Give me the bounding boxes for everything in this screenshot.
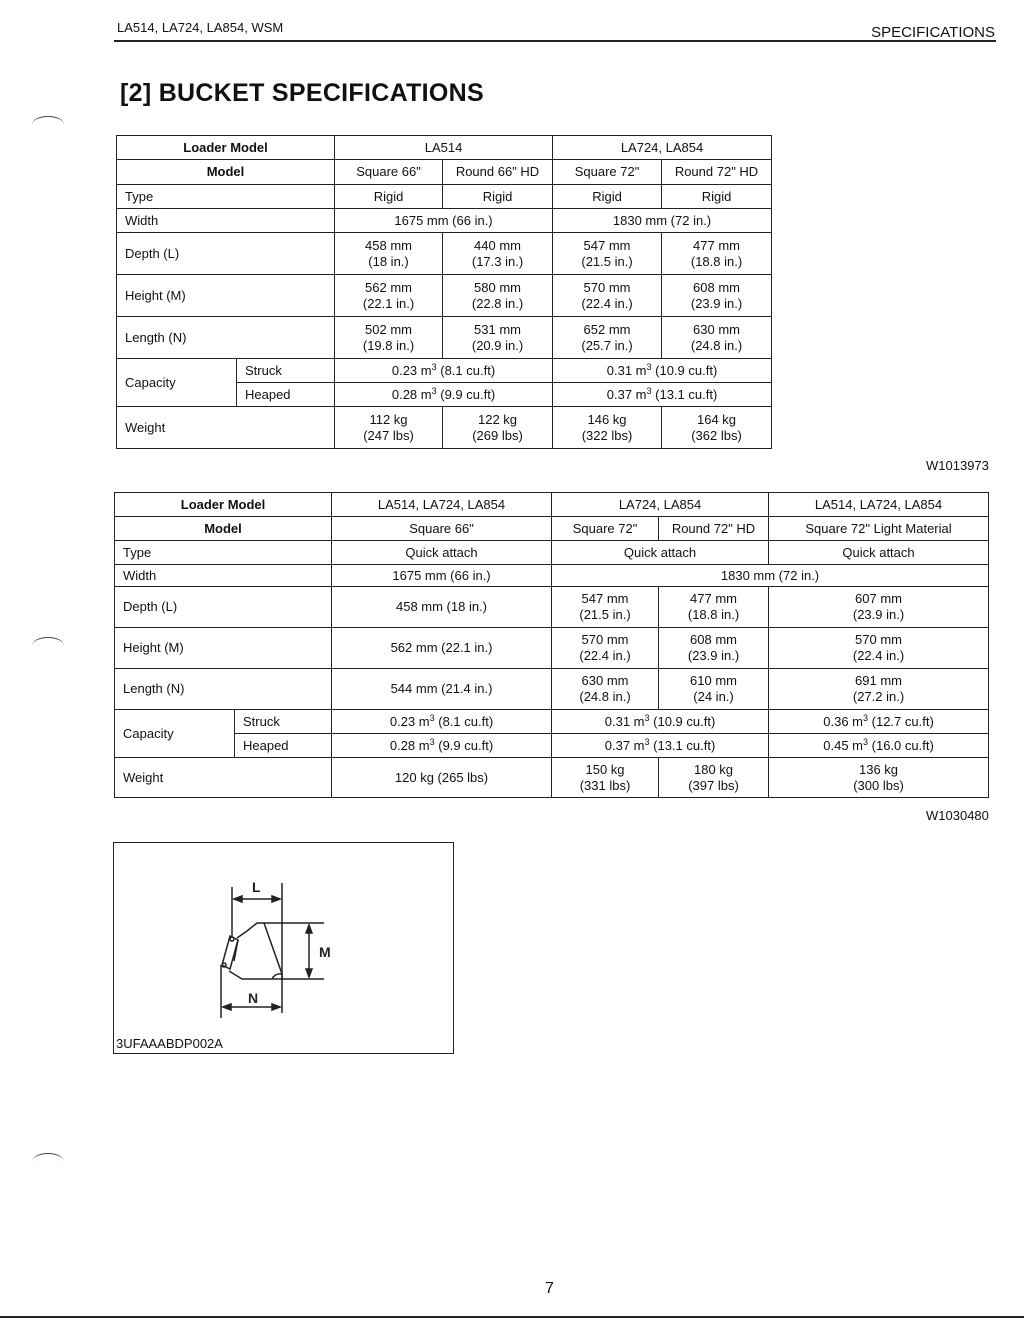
dimension-label-l: L	[252, 879, 261, 895]
weight-cell: 180 kg (397 lbs)	[659, 758, 769, 798]
width-cell: 1675 mm (66 in.)	[332, 565, 552, 587]
bucket-diagram-icon	[114, 843, 453, 1053]
model-header: Square 72" Light Material	[769, 517, 989, 541]
height-cell: 580 mm (22.8 in.)	[443, 275, 553, 317]
depth-cell: 477 mm (18.8 in.)	[659, 587, 769, 628]
row-label: Height (M)	[117, 275, 335, 317]
depth-cell: 477 mm (18.8 in.)	[662, 233, 772, 275]
capacity-cell: 0.37 $m^3$ (13.1 cu.ft)	[552, 734, 769, 758]
capacity-cell: 0.28 $m^3$ (9.9 cu.ft)	[332, 734, 552, 758]
height-cell: 562 mm (22.1 in.)	[335, 275, 443, 317]
length-cell: 610 mm (24 in.)	[659, 669, 769, 710]
type-cell: Quick attach	[332, 541, 552, 565]
row-label: Type	[115, 541, 332, 565]
width-cell: 1675 mm (66 in.)	[335, 209, 553, 233]
height-cell: 608 mm (23.9 in.)	[662, 275, 772, 317]
page-number: 7	[545, 1280, 554, 1297]
row-label: Width	[117, 209, 335, 233]
depth-cell: 607 mm (23.9 in.)	[769, 587, 989, 628]
model-header: Square 72"	[552, 517, 659, 541]
page-title: [2] BUCKET SPECIFICATIONS	[120, 79, 484, 107]
type-cell: Rigid	[662, 185, 772, 209]
model-header: Square 72"	[553, 160, 662, 185]
length-cell: 544 mm (21.4 in.)	[332, 669, 552, 710]
model-label: Model	[115, 517, 332, 541]
margin-mark	[32, 637, 64, 654]
row-label: Height (M)	[115, 628, 332, 669]
row-label: Length (N)	[117, 317, 335, 359]
weight-cell: 112 kg (247 lbs)	[335, 407, 443, 449]
type-cell: Quick attach	[769, 541, 989, 565]
header-left: LA514, LA724, LA854, WSM	[117, 20, 284, 35]
row-label: Depth (L)	[117, 233, 335, 275]
type-cell: Rigid	[335, 185, 443, 209]
row-label: Length (N)	[115, 669, 332, 710]
model-header: Square 66"	[335, 160, 443, 185]
capacity-cell: 0.31 $m^3$ (10.9 cu.ft)	[552, 710, 769, 734]
header-rule	[114, 40, 996, 42]
length-cell: 652 mm (25.7 in.)	[553, 317, 662, 359]
bucket-dimension-figure	[113, 842, 454, 1054]
weight-cell: 120 kg (265 lbs)	[332, 758, 552, 798]
loader-model-label: Loader Model	[117, 136, 335, 160]
margin-mark	[32, 1153, 64, 1170]
type-cell: Quick attach	[552, 541, 769, 565]
sub-row-label: Heaped	[235, 734, 332, 758]
model-header: Round 72" HD	[662, 160, 772, 185]
capacity-cell: 0.45 $m^3$ (16.0 cu.ft)	[769, 734, 989, 758]
width-cell: 1830 mm (72 in.)	[552, 565, 989, 587]
depth-cell: 458 mm (18 in.)	[335, 233, 443, 275]
depth-cell: 547 mm (21.5 in.)	[553, 233, 662, 275]
margin-mark	[32, 116, 64, 133]
capacity-cell: 0.23 $m^3$ (8.1 cu.ft)	[332, 710, 552, 734]
group-header: LA724, LA854	[553, 136, 772, 160]
row-label: Capacity	[115, 710, 235, 758]
model-label: Model	[117, 160, 335, 185]
sub-row-label: Struck	[235, 710, 332, 734]
height-cell: 570 mm (22.4 in.)	[769, 628, 989, 669]
height-cell: 570 mm (22.4 in.)	[553, 275, 662, 317]
width-cell: 1830 mm (72 in.)	[553, 209, 772, 233]
weight-cell: 136 kg (300 lbs)	[769, 758, 989, 798]
depth-cell: 547 mm (21.5 in.)	[552, 587, 659, 628]
weight-cell: 150 kg (331 lbs)	[552, 758, 659, 798]
length-cell: 531 mm (20.9 in.)	[443, 317, 553, 359]
table-code: W1013973	[926, 458, 989, 473]
length-cell: 502 mm (19.8 in.)	[335, 317, 443, 359]
weight-cell: 122 kg (269 lbs)	[443, 407, 553, 449]
model-header: Square 66"	[332, 517, 552, 541]
dimension-label-m: M	[319, 944, 331, 960]
group-header: LA514	[335, 136, 553, 160]
capacity-cell: 0.37 $m^3$ (13.1 cu.ft)	[553, 383, 772, 407]
capacity-cell: 0.31 $m^3$ (10.9 cu.ft)	[553, 359, 772, 383]
depth-cell: 440 mm (17.3 in.)	[443, 233, 553, 275]
group-header: LA514, LA724, LA854	[769, 493, 989, 517]
group-header: LA514, LA724, LA854	[332, 493, 552, 517]
weight-cell: 146 kg (322 lbs)	[553, 407, 662, 449]
row-label: Width	[115, 565, 332, 587]
length-cell: 630 mm (24.8 in.)	[552, 669, 659, 710]
capacity-cell: 0.28 $m^3$ (9.9 cu.ft)	[335, 383, 553, 407]
capacity-cell: 0.23 $m^3$ (8.1 cu.ft)	[335, 359, 553, 383]
dimension-label-n: N	[248, 990, 259, 1006]
height-cell: 562 mm (22.1 in.)	[332, 628, 552, 669]
row-label: Capacity	[117, 359, 237, 407]
table-code: W1030480	[926, 808, 989, 823]
height-cell: 608 mm (23.9 in.)	[659, 628, 769, 669]
row-label: Weight	[115, 758, 332, 798]
model-header: Round 66" HD	[443, 160, 553, 185]
model-header: Round 72" HD	[659, 517, 769, 541]
row-label: Type	[117, 185, 335, 209]
type-cell: Rigid	[443, 185, 553, 209]
sub-row-label: Heaped	[237, 383, 335, 407]
group-header: LA724, LA854	[552, 493, 769, 517]
footer-rule	[0, 1316, 1024, 1318]
depth-cell: 458 mm (18 in.)	[332, 587, 552, 628]
height-cell: 570 mm (22.4 in.)	[552, 628, 659, 669]
bucket-spec-table-quick-attach	[114, 492, 989, 798]
loader-model-label: Loader Model	[115, 493, 332, 517]
row-label: Depth (L)	[115, 587, 332, 628]
row-label: Weight	[117, 407, 335, 449]
figure-code: 3UFAAABDP002A	[116, 1036, 223, 1051]
type-cell: Rigid	[553, 185, 662, 209]
capacity-cell: 0.36 $m^3$ (12.7 cu.ft)	[769, 710, 989, 734]
weight-cell: 164 kg (362 lbs)	[662, 407, 772, 449]
length-cell: 691 mm (27.2 in.)	[769, 669, 989, 710]
sub-row-label: Struck	[237, 359, 335, 383]
length-cell: 630 mm (24.8 in.)	[662, 317, 772, 359]
bucket-spec-table-rigid	[116, 135, 772, 449]
header-right: SPECIFICATIONS	[871, 24, 995, 41]
